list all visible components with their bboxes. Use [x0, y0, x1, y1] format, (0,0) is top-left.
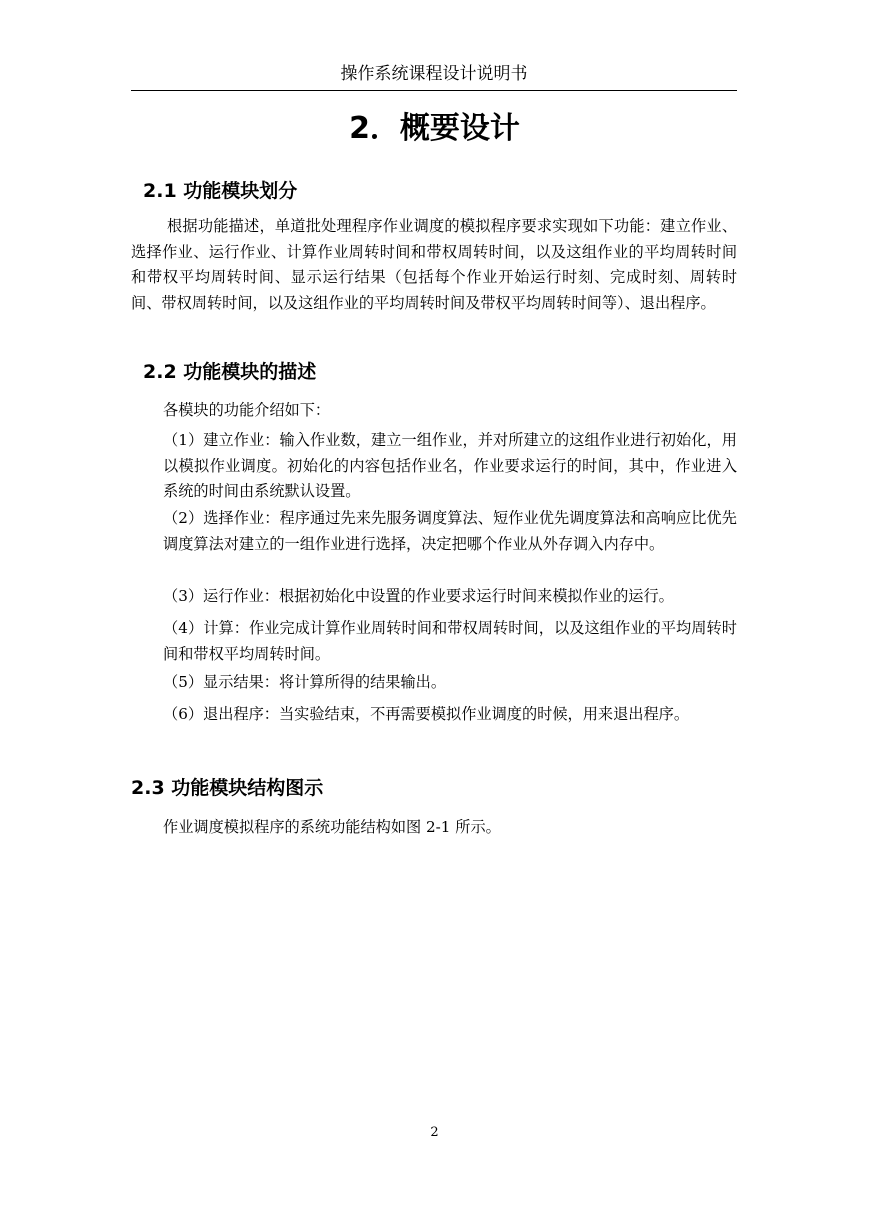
section-heading-2-1: 2.1 功能模块划分: [143, 180, 298, 202]
chapter-title: 2．概要设计: [349, 111, 520, 146]
list-item: （6）退出程序：当实验结束，不再需要模拟作业调度的时候，用来退出程序。: [163, 705, 690, 723]
page-number: 2: [430, 1125, 439, 1140]
list-item: （2）选择作业：程序通过先来先服务调度算法、短作业优先调度算法和高响应比优先调度算法对建立的一组作业进行选择，决定把哪个作业从外存调入内存中。: [163, 509, 737, 553]
list-item: （4）计算：作业完成计算作业周转时间和带权周转时间，以及这组作业的平均周转时间和带权平均周转时间。: [163, 619, 737, 663]
section-2-3-body: 作业调度模拟程序的系统功能结构如图 2-1 所示。: [163, 818, 501, 836]
list-item: （3）运行作业：根据初始化中设置的作业要求运行时间来模拟作业的运行。: [163, 587, 674, 605]
section-2-2-intro: 各模块的功能介绍如下：: [163, 401, 331, 419]
running-header: 操作系统课程设计说明书: [340, 64, 528, 84]
section-heading-2-2: 2.2 功能模块的描述: [143, 361, 317, 383]
list-item: （5）显示结果：将计算所得的结果输出。: [163, 673, 447, 691]
section-2-1-body: 根据功能描述，单道批处理程序作业调度的模拟程序要求实现如下功能：建立作业、选择作业、运行作业、计算作业周转时间和带权周转时间，以及这组作业的平均周转时间和带权平均周转时间、显示运行结果（包括每个作业开始运行时刻、完成时刻、周转时间、带权周转时间，以及这组作业的平均周转时间及带权平均周转时间等）、退出程序。: [131, 217, 737, 312]
list-item: （1）建立作业：输入作业数，建立一组作业，并对所建立的这组作业进行初始化，用以模拟作业调度。初始化的内容包括作业名，作业要求运行的时间，其中，作业进入系统的时间由系统默认设置。: [163, 431, 737, 500]
header-rule: [131, 90, 737, 91]
section-heading-2-3: 2.3 功能模块结构图示: [131, 777, 324, 799]
